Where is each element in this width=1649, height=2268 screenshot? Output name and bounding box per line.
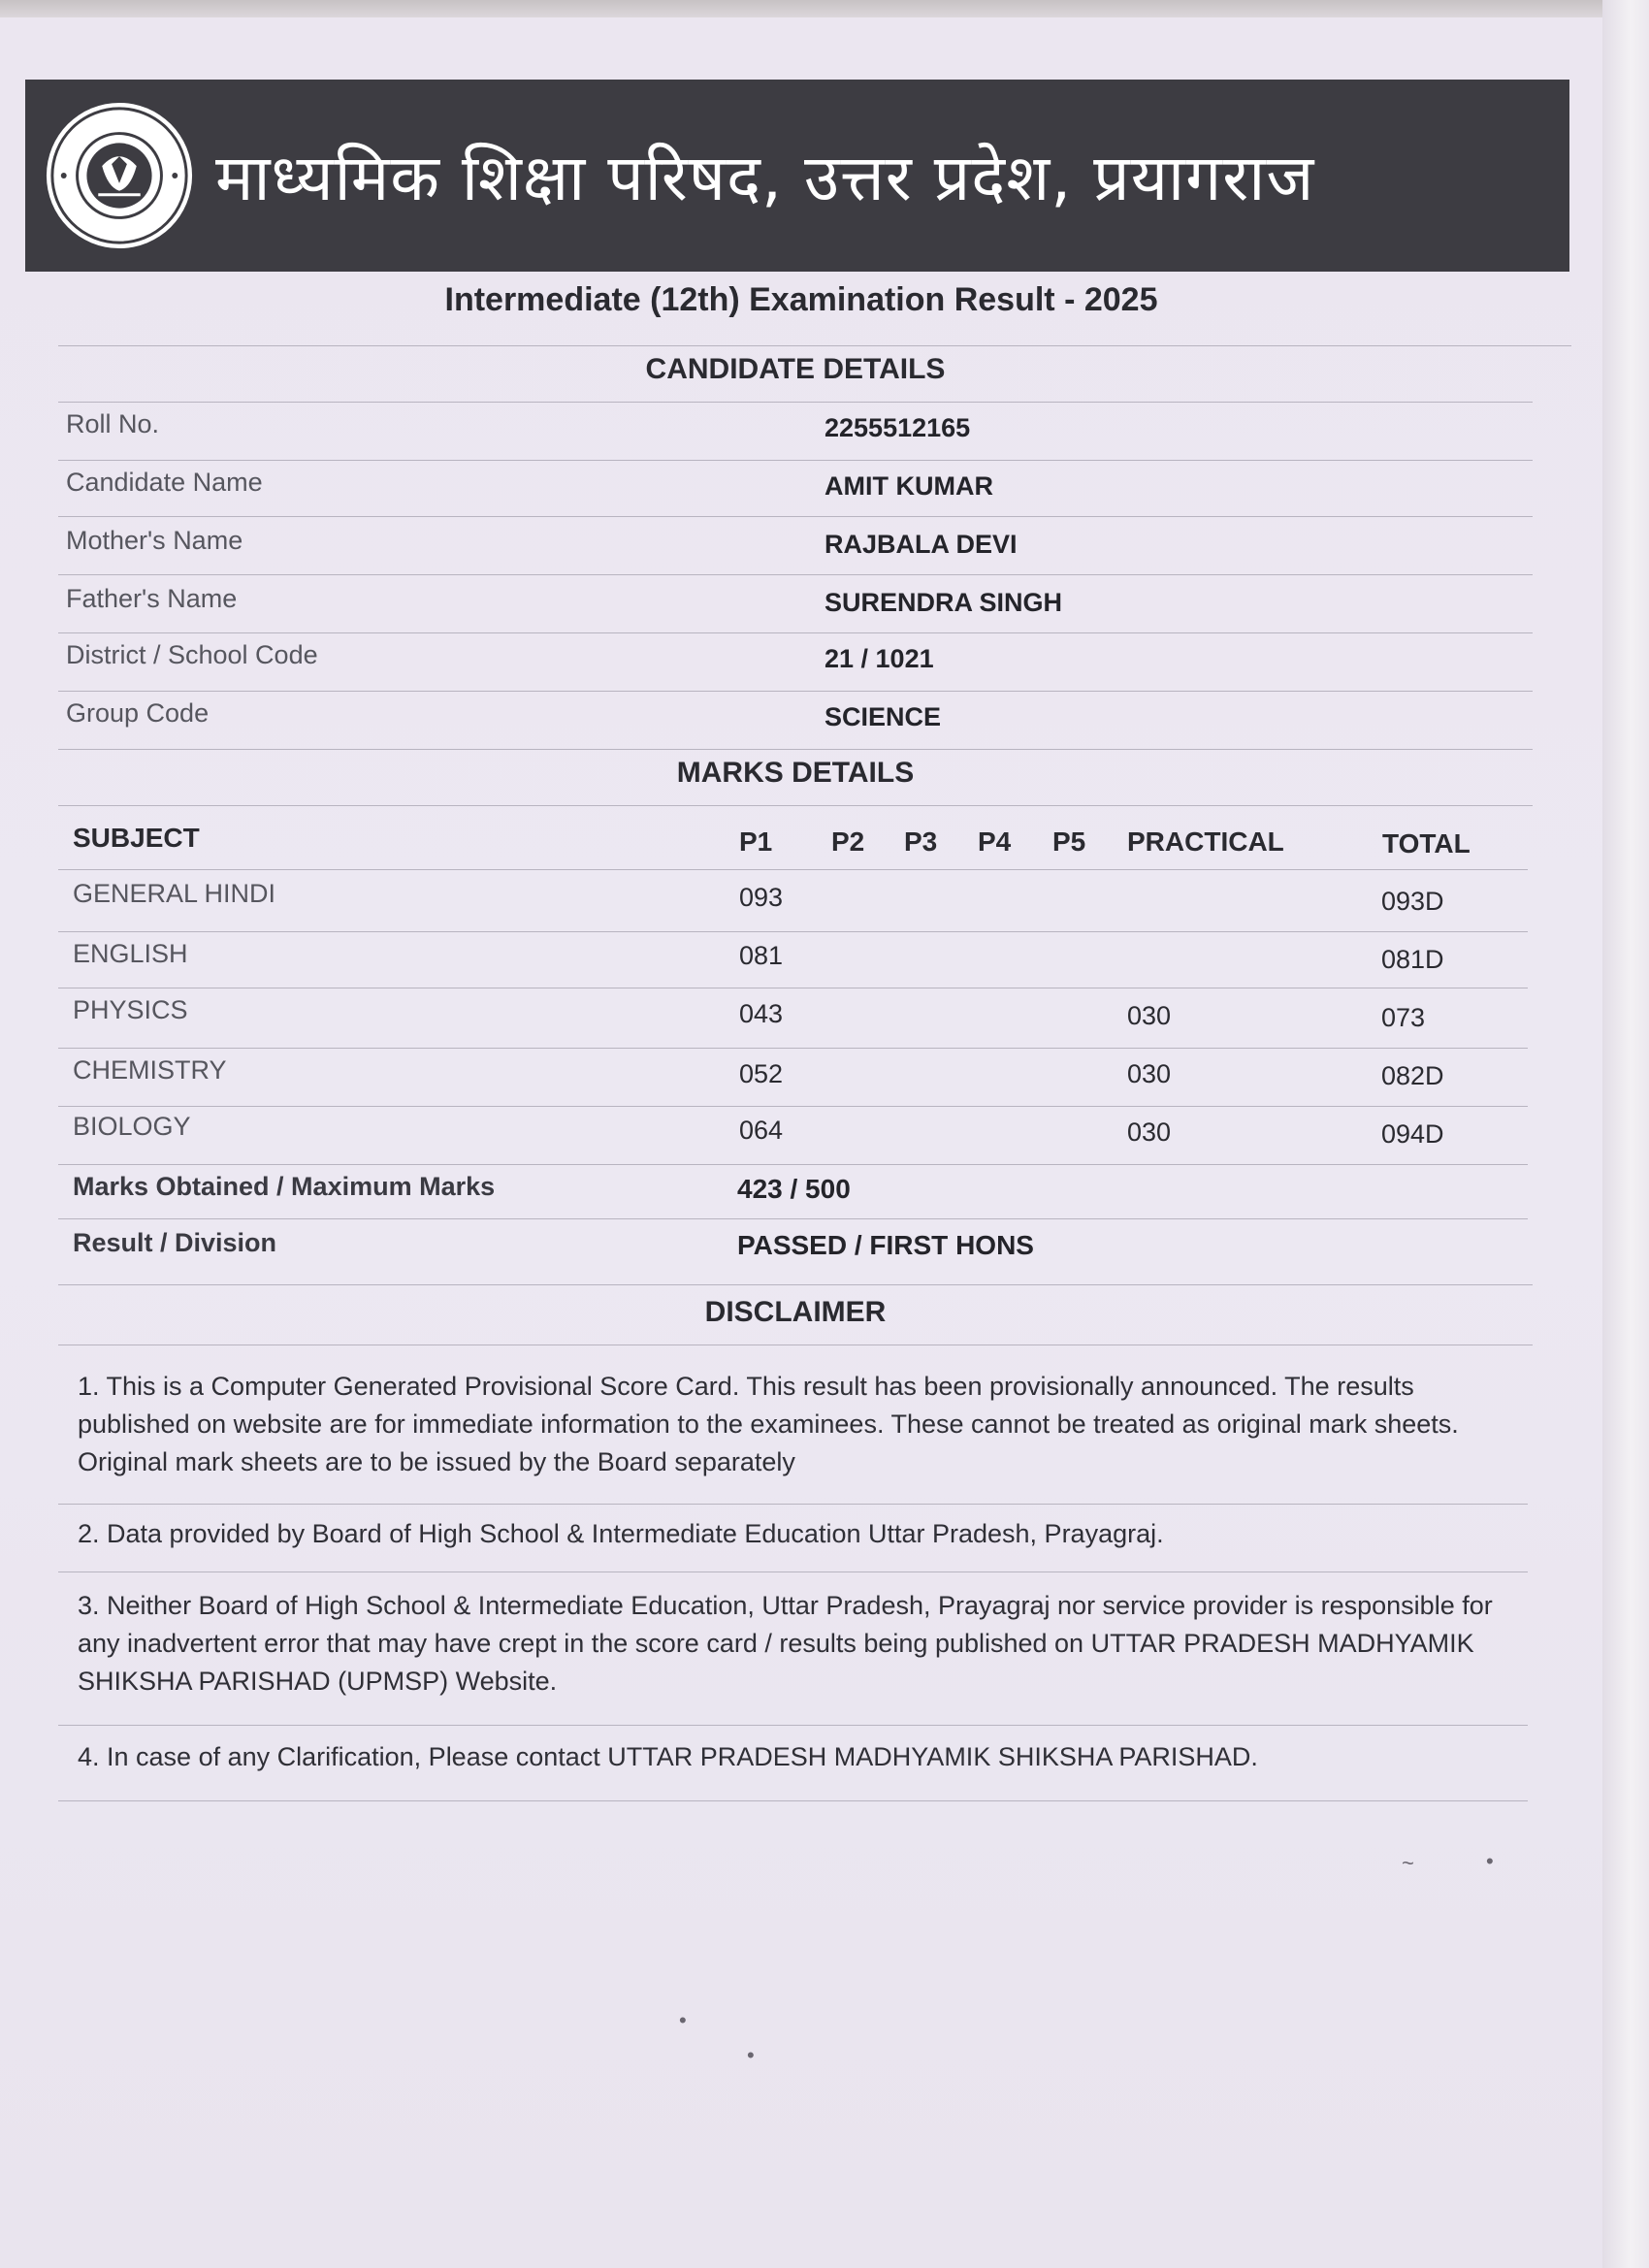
disclaimer-item: 2. Data provided by Board of High School & Intermediate Education Uttar Pradesh, Prayagraj. [78,1519,1164,1548]
result-division-label: Result / Division [73,1228,277,1257]
p1-marks: 043 [739,999,784,1028]
divider [58,516,1533,517]
board-title: माध्यमिक शिक्षा परिषद, उत्तर प्रदेश, प्रयागराज [215,141,1315,215]
subject-name: PHYSICS [73,995,188,1024]
total-marks: 073 [1381,1003,1426,1032]
subject-name: CHEMISTRY [73,1055,227,1085]
disclaimer-item: 1. This is a Computer Generated Provisional Score Card. This result has been provisionally announced. The results published on website are for immediate information to the examinees. These cannot be treated as original mark sheets. Original mark sheets are to be issued by the Board separately [78,1372,1459,1476]
marks-obtained-label: Marks Obtained / Maximum Marks [73,1172,496,1201]
practical-marks: 030 [1127,1118,1172,1147]
total-marks: 082D [1381,1061,1444,1090]
divider [58,931,1528,932]
divider [58,1048,1528,1049]
candidate-name-label: Candidate Name [66,468,263,497]
candidate-name-value: AMIT KUMAR [824,471,993,501]
mother-name-value: RAJBALA DEVI [824,530,1018,559]
total-column-header: TOTAL [1382,828,1471,859]
board-header-banner [25,80,1569,272]
district-school-code-label: District / School Code [66,640,318,669]
candidate-details-heading: CANDIDATE DETAILS [645,353,946,385]
subject-column-header: SUBJECT [73,823,200,853]
up-government-emblem-icon [43,99,196,252]
district-school-code-value: 21 / 1021 [824,644,934,673]
total-marks: 094D [1381,1119,1444,1149]
p1-marks: 093 [739,883,784,912]
disclaimer-item: 4. In case of any Clarification, Please contact UTTAR PRADESH MADHYAMIK SHIKSHA PARISHAD. [78,1742,1258,1771]
father-name-label: Father's Name [66,584,238,613]
p5-column-header: P5 [1052,826,1086,857]
divider [58,632,1533,633]
divider [58,402,1533,403]
divider [58,1800,1528,1801]
p4-column-header: P4 [978,826,1012,857]
p1-column-header: P1 [739,826,773,857]
practical-marks: 030 [1127,1059,1172,1088]
marks-obtained-value: 423 / 500 [737,1174,851,1204]
scan-speck: • [1486,1849,1494,1873]
group-code-label: Group Code [66,698,210,728]
practical-marks: 030 [1127,1001,1172,1030]
divider [58,869,1528,870]
scan-speck: • [679,2008,687,2032]
total-marks: 081D [1381,945,1444,974]
divider [58,574,1533,575]
divider [58,345,1571,346]
p2-column-header: P2 [831,826,865,857]
group-code-value: SCIENCE [824,702,942,731]
divider [58,1218,1528,1219]
p1-marks: 081 [739,941,784,970]
divider [58,1164,1528,1165]
roll-no-value: 2255512165 [824,413,971,442]
marks-details-heading: MARKS DETAILS [676,757,915,789]
p1-marks: 052 [739,1059,784,1088]
divider [58,691,1533,692]
divider [58,460,1533,461]
mother-name-label: Mother's Name [66,526,243,555]
subject-name: GENERAL HINDI [73,879,276,908]
scan-speck: • [747,2043,755,2067]
exam-title: Intermediate (12th) Examination Result - 2025 [444,281,1158,318]
divider [58,1504,1528,1505]
divider [58,1284,1533,1285]
divider [58,805,1533,806]
paper-top-edge [0,0,1649,17]
practical-column-header: PRACTICAL [1127,826,1284,857]
father-name-value: SURENDRA SINGH [824,588,1063,617]
disclaimer-item: 3. Neither Board of High School & Intermediate Education, Uttar Pradesh, Prayagraj nor service provider is responsible for any inadvertent error that may have crept in the score card / results being published on UTTAR PRADESH MADHYAMIK SHIKSHA PARISHAD (UPMSP) Website. [78,1591,1493,1696]
roll-no-label: Roll No. [66,409,160,438]
divider [58,1725,1528,1726]
subject-name: ENGLISH [73,939,188,968]
divider [58,1571,1528,1572]
divider [58,749,1533,750]
disclaimer-heading: DISCLAIMER [704,1296,887,1328]
paper-right-edge [1602,0,1649,2268]
total-marks: 093D [1381,887,1444,916]
p3-column-header: P3 [904,826,938,857]
result-division-value: PASSED / FIRST HONS [737,1230,1034,1260]
divider [58,1106,1528,1107]
scan-speck: ~ [1402,1851,1414,1875]
p1-marks: 064 [739,1116,784,1145]
subject-name: BIOLOGY [73,1112,191,1141]
